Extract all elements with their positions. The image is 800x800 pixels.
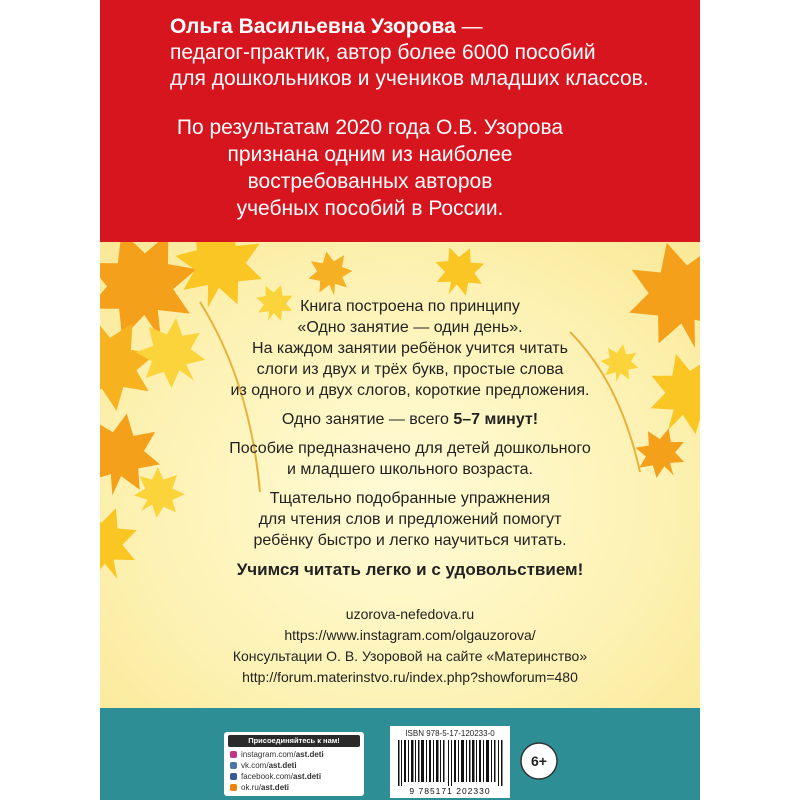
description-line: На каждом занятии ребёнок учится читать <box>252 340 568 357</box>
description-band <box>100 242 700 708</box>
description-line: и младшего школьного возраста. <box>287 461 533 478</box>
age-rating-badge <box>520 742 558 780</box>
author-line-3: для дошкольников и учеников младших классов. <box>170 67 649 90</box>
author-dash: — <box>455 15 483 38</box>
award-line-2: признана одним из наиболее <box>227 143 513 166</box>
description-text <box>190 296 630 588</box>
description-line: слоги из двух и трёх букв, простые слова <box>256 361 564 378</box>
description-line: для чтения слов и предложений помогут <box>258 511 562 528</box>
social-item-instagram[interactable] <box>224 749 364 760</box>
social-item-vk[interactable] <box>224 760 364 771</box>
award-line-4: учебных пособий в России. <box>236 197 504 220</box>
description-paragraph-3 <box>190 438 630 480</box>
description-line: Тщательно подобранные упражнения <box>269 490 551 507</box>
description-paragraph-1 <box>190 296 630 401</box>
age-rating-text: 6+ <box>531 753 547 769</box>
description-paragraph-2 <box>190 409 630 430</box>
instagram-icon <box>230 751 237 758</box>
barcode-icon <box>396 740 504 786</box>
description-line: «Одно занятие — один день». <box>297 319 523 336</box>
book-back-cover <box>100 0 700 800</box>
social-item-facebook[interactable] <box>224 771 364 782</box>
award-block <box>110 114 630 222</box>
social-handle: ast.deti <box>293 772 322 781</box>
description-paragraph-4 <box>190 488 630 551</box>
isbn-text: ISBN 978-5-17-120233-0 <box>405 729 495 738</box>
award-line-1: По результатам 2020 года О.В. Узорова <box>176 116 564 139</box>
description-line: Книга построена по принципу <box>300 298 520 315</box>
social-item-ok[interactable] <box>224 782 364 793</box>
duration-highlight: 5–7 минут! <box>453 411 539 428</box>
slogan: Учимся читать легко и с удовольствием! <box>236 560 584 579</box>
duration-prefix: Одно занятие — всего <box>281 411 454 428</box>
forum-link[interactable]: http://forum.materinstvo.ru/index.php?showforum=480 <box>242 669 578 685</box>
social-box <box>224 732 364 796</box>
social-prefix: facebook.com/ <box>241 772 294 781</box>
social-handle: ast.deti <box>261 783 290 792</box>
description-line: Пособие предназначено для детей дошкольного <box>229 440 591 457</box>
author-line-2: педагог-практик, автор более 6000 пособий <box>170 41 596 64</box>
author-block <box>170 14 690 92</box>
social-title: Присоединяйтесь к нам! <box>228 735 360 747</box>
description-line: ребёнку быстро и легко научиться читать. <box>253 532 567 549</box>
isbn-box <box>390 726 510 798</box>
ok-icon <box>230 784 237 791</box>
social-prefix: vk.com/ <box>241 761 269 770</box>
consult-text: Консультации О. В. Узоровой на сайте «Материнство» <box>232 648 588 664</box>
author-name: Ольга Васильевна Узорова <box>170 15 456 38</box>
author-info-band <box>100 0 700 242</box>
description-line: из одного и двух слогов, короткие предложения. <box>230 382 590 399</box>
social-prefix: instagram.com/ <box>241 750 296 759</box>
instagram-link[interactable]: https://www.instagram.com/olgauzorova/ <box>284 627 536 643</box>
website-link[interactable]: uzorova-nefedova.ru <box>345 606 475 622</box>
vk-icon <box>230 762 237 769</box>
social-handle: ast.deti <box>268 761 297 770</box>
social-handle: ast.deti <box>295 750 324 759</box>
social-prefix: ok.ru/ <box>241 783 262 792</box>
author-links <box>190 604 630 688</box>
barcode-number: 9 785171 202330 <box>409 786 491 796</box>
publisher-band <box>100 708 700 800</box>
award-line-3: востребованных авторов <box>247 170 493 193</box>
facebook-icon <box>230 773 237 780</box>
